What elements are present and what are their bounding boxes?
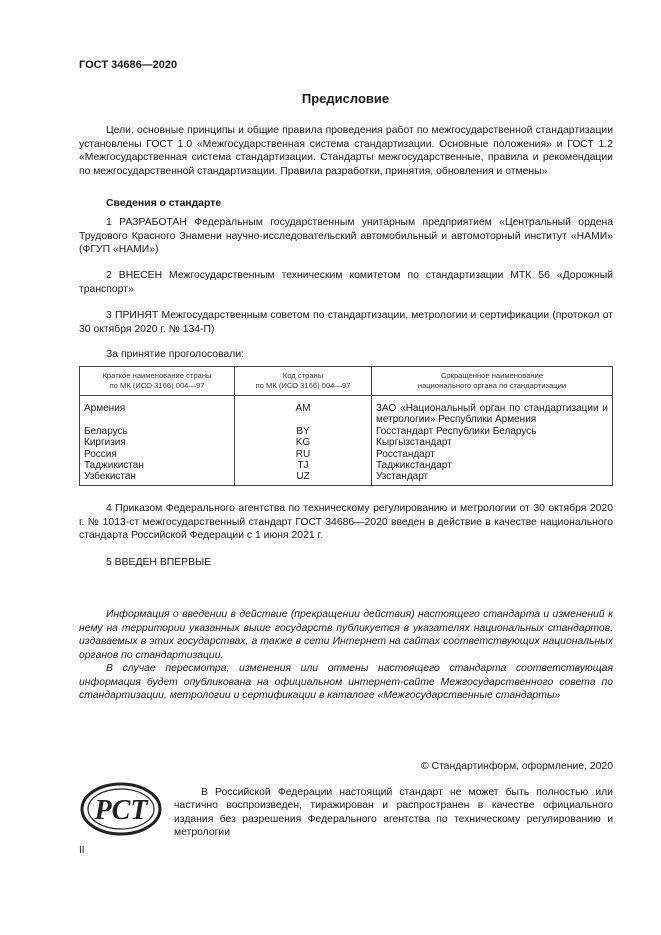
reproduction-notice — [174, 786, 613, 840]
header-code — [235, 367, 372, 396]
table-row — [80, 449, 613, 460]
section-subheading: Сведения о стандарте — [106, 198, 222, 209]
intro-text: Цели, основные принципы и общие правила проведения работ по межгосударственной стандартизации установлены ГОСТ 1.0 «Межгосударственная система стандартизации. Основные положения» и ГОСТ 1.2 «Межгосударственная система стандартизации. Стандарты межгосударственные, правила и рекомендации по межгосударственной стандартизации. Правила разработки, принятия, обновления и отмены» — [79, 125, 613, 177]
header-country — [80, 367, 235, 396]
item-3-paragraph — [79, 309, 613, 336]
body-cell: Госстандарт Республики Беларусь — [372, 426, 613, 437]
header-body — [372, 367, 613, 396]
info-text-2: В случае пересмотра, изменения или отмены настоящего стандарта соответствующая информация будет опубликована на официальном интернет-сайте Межгосударственного совета по стандартизации, метрологии и сертификации в каталоге «Межгосударственные стандарты» — [79, 663, 613, 702]
code-cell: KG — [235, 437, 372, 448]
document-code: ГОСТ 34686—2020 — [79, 59, 178, 71]
code-cell: UZ — [235, 471, 372, 485]
header-body-line2: национального органа по стандартизации — [417, 381, 567, 390]
voting-table — [79, 366, 613, 486]
code-cell: TJ — [235, 460, 372, 471]
item-3-text: 3 ПРИНЯТ Межгосударственным советом по стандартизации, метрологии и сертификации (протокол от 30 октября 2020 г. № 134-П) — [79, 310, 613, 335]
body-cell: ЗАО «Национальный орган по стандартизации и метрологии» Республики Армения — [372, 396, 613, 426]
item-4-text: 4 Приказом Федерального агентства по техническому регулированию и метрологии от 30 октября 2020 г. № 1013-ст межгосударственный стандарт ГОСТ 34686—2020 введен в действие в качестве национального стандарта Российской Федерации с 1 июня 2021 г. — [79, 503, 613, 542]
item-5-text: 5 ВВЕДЕН ВПЕРВЫЕ — [106, 557, 212, 568]
header-code-line1: Код страны — [282, 371, 324, 380]
body-cell: Росстандарт — [372, 449, 613, 460]
info-paragraph-1 — [79, 608, 613, 662]
page-number: II — [79, 845, 85, 856]
country-cell: Таджикистан — [80, 460, 235, 471]
page-title: Предисловие — [301, 91, 390, 106]
item-5-paragraph — [79, 556, 613, 570]
copyright-line: © Стандартинформ, оформление, 2020 — [420, 761, 613, 772]
table-row — [80, 437, 613, 448]
item-1-paragraph — [79, 216, 613, 257]
table-row — [80, 471, 613, 485]
info-paragraph-2 — [79, 662, 613, 703]
item-1-text: 1 РАЗРАБОТАН Федеральным государственным унитарным предприятием «Центральный ордена Трудового Красного Знамени научно-исследовательский автомобильный и автомоторный институт «НАМИ» (ФГУП «НАМИ») — [79, 217, 613, 256]
vote-intro-text: За принятие проголосовали: — [106, 349, 245, 360]
country-cell: Киргизия — [80, 437, 235, 448]
notice-text: В Российской Федерации настоящий стандарт не может быть полностью или частично воспроизведен, тиражирован и распространен в качестве официального издания без разрешения Федерального агентства по техническому регулированию и метрологии — [174, 787, 613, 839]
body-cell: Узстандарт — [372, 471, 613, 485]
intro-paragraph — [79, 124, 613, 178]
country-cell: Армения — [80, 396, 235, 426]
country-cell: Беларусь — [80, 426, 235, 437]
code-cell: RU — [235, 449, 372, 460]
code-cell: BY — [235, 426, 372, 437]
country-cell: Узбекистан — [80, 471, 235, 485]
table-row — [80, 396, 613, 426]
header-body-line1: Сокращенное наименование — [440, 371, 544, 380]
info-text-1: Информация о введении в действие (прекращении действия) настоящего стандарта и изменений к нему на территории указанных выше государств публикуется в указателях национальных стандартов, издаваемых в этих государствах, а также в сети Интернет на сайтах соответствующих национальных органов по стандартизации. — [79, 609, 613, 661]
item-2-text: 2 ВНЕСЕН Межгосударственным техническим комитетом по стандартизации МТК 56 «Дорожный транспорт» — [79, 270, 613, 295]
vote-intro — [79, 348, 613, 362]
country-cell: Россия — [80, 449, 235, 460]
rst-logo-text: РСТ — [94, 795, 148, 826]
header-country-line2: по МК (ИСО 3166) 004—97 — [109, 381, 205, 390]
table-header-row — [80, 367, 613, 396]
table-row — [80, 426, 613, 437]
rst-logo — [79, 781, 163, 842]
table-row — [80, 460, 613, 471]
rst-logo-icon — [79, 781, 163, 837]
item-4-paragraph — [79, 502, 613, 543]
body-cell: Таджикстандарт — [372, 460, 613, 471]
item-2-paragraph — [79, 269, 613, 296]
header-code-line2: по МК (ИСО 3166) 004—97 — [255, 381, 351, 390]
body-cell: Кыргызстандарт — [372, 437, 613, 448]
header-country-line1: Краткое наименование страны — [102, 371, 212, 380]
code-cell: AM — [235, 396, 372, 426]
